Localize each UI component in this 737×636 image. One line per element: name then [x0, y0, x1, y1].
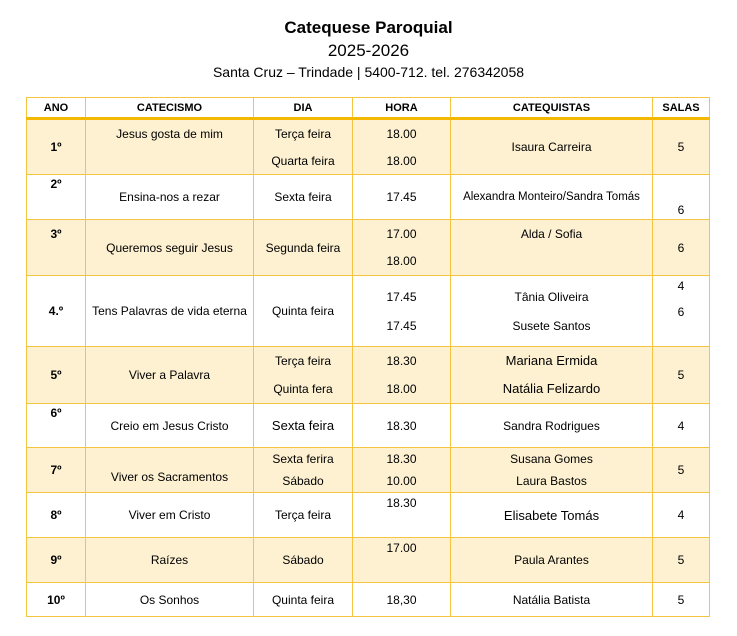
ano-text: 8º — [50, 508, 62, 522]
ano-text: 3º — [50, 227, 62, 241]
ano-text: 4.º — [48, 304, 64, 318]
cell-salas — [653, 583, 710, 617]
cell-salas — [653, 493, 710, 538]
schedule-table — [26, 97, 710, 617]
catequista-text: Alexandra Monteiro/Sandra Tomás — [463, 191, 640, 203]
cell-ano: 1º — [27, 119, 86, 175]
dia-text: Sexta feira — [274, 190, 332, 204]
cell-catecismo — [86, 347, 254, 404]
cell-salas — [653, 175, 710, 220]
hora-text: 10.00 — [386, 473, 417, 488]
catequista-text: Susete Santos — [512, 318, 591, 333]
parish-address: Santa Cruz – Trindade | 5400-712. tel. 276342058 — [212, 64, 525, 80]
cell-dia — [254, 538, 353, 583]
cell-catequistas — [451, 276, 653, 347]
cell-hora — [353, 119, 451, 175]
catequista-text: Isaura Carreira — [511, 140, 592, 154]
table-row — [27, 119, 710, 175]
cell-hora — [353, 175, 451, 220]
dia-text: Terça feira — [274, 354, 332, 369]
cell-catecismo — [86, 175, 254, 220]
cell-hora — [353, 538, 451, 583]
dia-text: Terça feira — [274, 126, 332, 141]
dia-text: Segunda feira — [265, 240, 341, 255]
cell-catecismo — [86, 583, 254, 617]
cell-catequistas — [451, 220, 653, 276]
sala-text: 4 — [677, 418, 685, 433]
cell-salas — [653, 404, 710, 448]
ano-text: 10º — [47, 592, 65, 607]
table-row — [27, 175, 710, 220]
hora-text: 17.00 — [386, 227, 417, 241]
cell-dia — [254, 175, 353, 220]
cell-hora — [353, 347, 451, 404]
cell-catequistas — [451, 119, 653, 175]
cell-hora — [353, 276, 451, 347]
cell-salas — [653, 276, 710, 347]
cell-ano — [27, 538, 86, 583]
cell-dia — [254, 220, 353, 276]
cell-hora — [353, 448, 451, 493]
cell-catequistas — [451, 583, 653, 617]
dia-text: Quinta feira — [271, 592, 335, 607]
cell-dia — [254, 119, 353, 175]
sala-text: 6 — [677, 305, 685, 319]
table-row — [27, 448, 710, 493]
cell-ano — [27, 583, 86, 617]
cell-salas — [653, 448, 710, 493]
ano-text: 6º — [50, 406, 62, 420]
dia-text: Sexta ferira — [272, 452, 334, 467]
catecismo-text: Viver os Sacramentos — [110, 470, 229, 484]
cell-dia — [254, 448, 353, 493]
cell-ano — [27, 404, 86, 448]
catequista-text: Elisabete Tomás — [503, 507, 600, 523]
catecismo-text: Queremos seguir Jesus — [106, 240, 233, 255]
ano-text: 9º — [50, 553, 62, 567]
dia-text: Sábado — [282, 473, 324, 488]
hora-text: 18.30 — [386, 496, 417, 510]
cell-catequistas — [451, 347, 653, 404]
sala-text: 5 — [677, 463, 685, 477]
catequista-text: Mariana Ermida — [505, 353, 598, 369]
table-row — [27, 493, 710, 538]
hora-text: 18,30 — [386, 592, 417, 607]
table-row — [27, 538, 710, 583]
table-header-row — [27, 98, 710, 119]
cell-ano — [27, 276, 86, 347]
table-row — [27, 583, 710, 617]
catecismo-text: Jesus gosta de mim — [116, 127, 223, 141]
cell-hora — [353, 493, 451, 538]
ano-text: 5º — [50, 368, 62, 382]
col-header-ano: ANO — [27, 98, 86, 119]
table-row — [27, 347, 710, 404]
dia-text: Terça feira — [274, 508, 332, 522]
cell-ano — [27, 220, 86, 276]
hora-text: 18.30 — [386, 418, 417, 433]
hora-text: 17.45 — [386, 190, 417, 204]
cell-salas — [653, 119, 710, 175]
catecismo-text: Raízes — [150, 553, 189, 567]
ano-text: 7º — [50, 463, 62, 477]
cell-catequistas — [451, 404, 653, 448]
catequista-text: Alda / Sofia — [520, 227, 583, 241]
cell-dia — [254, 276, 353, 347]
dia-text: Quinta feira — [271, 304, 335, 318]
table-row — [27, 220, 710, 276]
hora-text: 18.00 — [386, 153, 417, 168]
document-title: Catequese Paroquial — [284, 18, 453, 37]
cell-catequistas — [451, 175, 653, 220]
cell-ano — [27, 175, 86, 220]
cell-salas — [653, 347, 710, 404]
cell-catecismo — [86, 538, 254, 583]
cell-hora — [353, 583, 451, 617]
dia-text: Quinta fera — [273, 381, 333, 396]
catequista-text: Natália Batista — [512, 592, 591, 607]
cell-catecismo — [86, 220, 254, 276]
cell-catecismo — [86, 448, 254, 493]
dia-text: Sexta feira — [271, 418, 335, 433]
school-year: 2025-2026 — [327, 41, 410, 60]
ano-text: 2º — [50, 177, 62, 191]
cell-catequistas — [451, 448, 653, 493]
catequista-text: Laura Bastos — [516, 473, 587, 488]
hora-text: 17.45 — [386, 289, 417, 304]
hora-text: 18.00 — [386, 381, 417, 396]
col-header-hora: HORA — [353, 98, 451, 119]
dia-text: Sábado — [282, 553, 324, 567]
cell-catecismo — [86, 276, 254, 347]
sala-text: 5 — [677, 368, 685, 382]
cell-ano — [27, 347, 86, 404]
catequista-text: Susana Gomes — [510, 452, 593, 467]
catequista-text: Sandra Rodrigues — [503, 418, 600, 433]
cell-catequistas — [451, 493, 653, 538]
hora-text: 18.30 — [386, 452, 417, 467]
col-header-dia: DIA — [254, 98, 353, 119]
dia-text: Quarta feira — [271, 153, 335, 168]
cell-hora — [353, 220, 451, 276]
cell-catequistas — [451, 538, 653, 583]
cell-ano — [27, 493, 86, 538]
catecismo-text: Tens Palavras de vida eterna — [92, 304, 247, 318]
cell-dia — [254, 404, 353, 448]
hora-text: 18.30 — [386, 354, 417, 369]
sala-text: 6 — [677, 240, 685, 255]
cell-ano — [27, 448, 86, 493]
cell-dia — [254, 583, 353, 617]
catequista-text: Natália Felizardo — [502, 380, 601, 396]
sala-text: 6 — [677, 203, 685, 217]
cell-catecismo — [86, 119, 254, 175]
cell-catecismo — [86, 493, 254, 538]
cell-salas — [653, 538, 710, 583]
sala-text: 4 — [677, 508, 685, 522]
catequista-text: Tânia Oliveira — [514, 289, 589, 304]
catecismo-text: Creio em Jesus Cristo — [110, 418, 229, 433]
col-header-salas: SALAS — [653, 98, 710, 119]
cell-hora — [353, 404, 451, 448]
catecismo-text: Viver a Palavra — [128, 368, 211, 382]
catecismo-text: Os Sonhos — [139, 592, 200, 607]
catecismo-text: Ensina-nos a rezar — [119, 190, 220, 204]
col-header-catecismo: CATECISMO — [86, 98, 254, 119]
cell-salas — [653, 220, 710, 276]
hora-text: 17.45 — [386, 318, 417, 333]
sala-text: 5 — [677, 553, 685, 567]
catequista-text: Paula Arantes — [514, 553, 589, 567]
cell-dia — [254, 493, 353, 538]
table-row — [27, 404, 710, 448]
cell-catecismo — [86, 404, 254, 448]
sala-text: 4 — [677, 279, 685, 293]
hora-text: 18.00 — [386, 254, 417, 268]
cell-dia — [254, 347, 353, 404]
hora-text: 18.00 — [386, 126, 417, 141]
catecismo-text: Viver em Cristo — [128, 508, 211, 522]
sala-text: 5 — [677, 140, 685, 154]
sala-text: 5 — [677, 592, 685, 607]
col-header-catequistas: CATEQUISTAS — [451, 98, 653, 119]
table-row — [27, 276, 710, 347]
hora-text: 17.00 — [386, 541, 417, 555]
